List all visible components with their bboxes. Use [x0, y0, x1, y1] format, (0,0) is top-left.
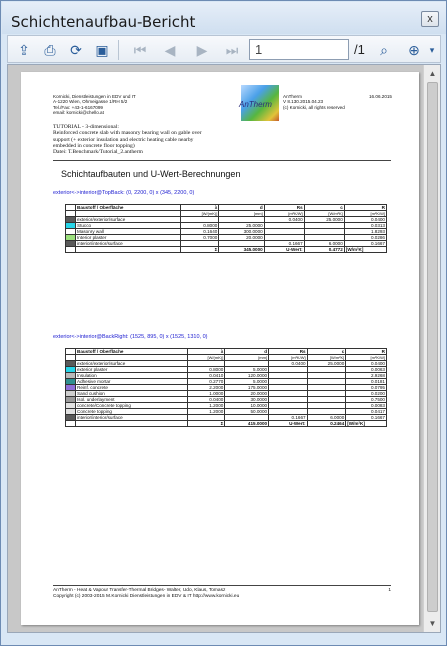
- column-header: c: [304, 205, 344, 211]
- u-value-unit: [W/m²K]: [346, 421, 387, 427]
- tutorial-line: Reinforced concrete slab with masonry bearing wall on gable over: [53, 130, 202, 137]
- tutorial-line: embedded in concrete floor topping): [53, 142, 135, 149]
- footer-line: Copyright (c) 2003-2015 M.Kornicki Dienstleistungen in EDV & IT http://www.kornicki.eu: [53, 594, 240, 599]
- refresh-icon[interactable]: ⟳: [70, 42, 82, 58]
- column-header: Baustoff / Oberfläche: [76, 205, 181, 211]
- lambda-value: 0.0410: [188, 373, 225, 379]
- column-header: R: [344, 205, 386, 211]
- column-header: d: [225, 349, 269, 355]
- thickness-value: 20.0000: [219, 235, 264, 241]
- first-page-icon[interactable]: ⏮: [133, 42, 147, 58]
- thickness-value: 5.0000: [225, 367, 269, 373]
- page-count-label: /1: [354, 42, 365, 57]
- material-name: Insulation: [76, 373, 188, 379]
- zoom-dropdown-icon[interactable]: ▾: [429, 45, 435, 55]
- print-icon[interactable]: ⎙: [44, 42, 56, 58]
- r-value: 0.7500: [346, 397, 387, 403]
- rs-value: 0.1667: [269, 415, 308, 421]
- r-value: 2.9268: [346, 373, 387, 379]
- column-header: Baustoff / Oberfläche: [76, 349, 188, 355]
- company-line: Kornicki, Dienstleistungen in EDV und IT: [53, 94, 136, 99]
- sigma-symbol: Σ: [180, 247, 218, 253]
- column-header: Rs: [264, 205, 304, 211]
- column-unit: [mm]: [219, 211, 264, 217]
- r-value: 0.1667: [344, 241, 386, 247]
- column-unit: [m²K/W]: [346, 355, 387, 361]
- layer-table: [65, 348, 387, 427]
- lambda-value: 0.1640: [180, 229, 218, 235]
- material-name: Stucco: [76, 223, 181, 229]
- material-name: Adhesive mortar: [76, 379, 188, 385]
- lambda-value: 2.2000: [188, 385, 225, 391]
- section-title: exterior<->interior@TopBack: (0, 2200, 0) x (345, 2200, 0): [53, 190, 195, 196]
- report-page: [21, 72, 419, 625]
- material-name: Reinf. concrete: [76, 385, 188, 391]
- material-name: concrete/Concrete topping: [76, 403, 188, 409]
- column-unit: [W/(mK)]: [188, 355, 225, 361]
- toolbar-separator: [118, 40, 119, 60]
- column-unit: [m²K/W]: [269, 355, 308, 361]
- toolbar: [7, 35, 441, 63]
- thickness-value: 120.0000: [225, 373, 269, 379]
- table-total-row: [66, 421, 387, 427]
- report-heading: Schichtaufbauten und U-Wert-Berechnungen: [61, 169, 241, 179]
- lambda-value: 0.0400: [188, 397, 225, 403]
- column-header: λ: [188, 349, 225, 355]
- material-name: exterior/exterior/surface: [76, 217, 181, 223]
- column-unit: [mm]: [225, 355, 269, 361]
- material-name: Isol. underlayment: [76, 397, 188, 403]
- window-title: Schichtenaufbau-Bericht: [11, 13, 196, 31]
- total-thickness: 345.0000: [219, 247, 264, 253]
- column-header: c: [307, 349, 346, 355]
- r-value: 0.0063: [346, 367, 387, 373]
- r-value: 0.0795: [346, 385, 387, 391]
- page-number: 1: [388, 588, 391, 593]
- c-value: 25.0000: [304, 217, 344, 223]
- rs-value: 0.0400: [269, 361, 308, 367]
- rs-value: 0.0400: [264, 217, 304, 223]
- material-name: interior/interior/surface: [76, 241, 181, 247]
- tutorial-line: TUTORIAL - 3-dimensional:: [53, 124, 119, 130]
- r-value: 1.8293: [344, 229, 386, 235]
- lambda-value: 1.0000: [188, 391, 225, 397]
- lambda-value: 0.8000: [188, 367, 225, 373]
- tutorial-line: Datei: T.Benchmark/Tutorial_2.antherm: [53, 149, 143, 156]
- divider: [53, 585, 391, 586]
- vertical-scrollbar[interactable]: [423, 65, 440, 632]
- thickness-value: 10.0000: [225, 403, 269, 409]
- next-page-icon[interactable]: ▶: [196, 42, 208, 58]
- table-total-row: [66, 247, 387, 253]
- page-number-input[interactable]: 1: [249, 39, 349, 60]
- thickness-value: 20.0000: [225, 391, 269, 397]
- product-line: V 8.130.2015.04.23: [283, 99, 324, 105]
- lambda-value: 0.8000: [180, 223, 218, 229]
- company-line: Tel./Fax: +43-1-6167099: [53, 104, 103, 110]
- scroll-down-icon[interactable]: ▼: [428, 619, 437, 628]
- u-value-label: U-Wert:: [269, 421, 308, 427]
- c-value: 6.0000: [307, 415, 346, 421]
- column-header: d: [219, 205, 264, 211]
- lambda-value: 1.2000: [188, 409, 225, 415]
- material-name: Masonry wall: [76, 229, 181, 235]
- export-icon[interactable]: ⇪: [18, 42, 30, 58]
- r-value: 0.0181: [346, 379, 387, 385]
- last-page-icon[interactable]: ⏭: [225, 42, 239, 58]
- r-value: 0.0083: [346, 403, 387, 409]
- column-unit: [W/m²K]: [307, 355, 346, 361]
- sigma-symbol: Σ: [188, 421, 225, 427]
- u-value-label: U-Wert:: [264, 247, 304, 253]
- color-swatch-empty: [66, 247, 76, 253]
- lambda-value: 0.2770: [188, 379, 225, 385]
- material-name: exterior/exterior/surface: [76, 361, 188, 367]
- material-name: exterior plaster: [76, 367, 188, 373]
- thickness-value: 50.0000: [225, 409, 269, 415]
- document-viewport[interactable]: [7, 64, 441, 633]
- column-header: λ: [180, 205, 218, 211]
- divider: [53, 160, 391, 161]
- logo-text: AnTherm: [239, 100, 272, 109]
- c-value: 25.0000: [307, 361, 346, 367]
- u-value-unit: [W/m²K]: [344, 247, 386, 253]
- report-date: 16.06.2015: [369, 94, 392, 99]
- scroll-thumb[interactable]: [427, 82, 438, 612]
- title-bar: [2, 2, 446, 34]
- thickness-value: 30.0000: [225, 397, 269, 403]
- save-icon[interactable]: ▣: [95, 42, 109, 58]
- company-address: [53, 94, 183, 116]
- total-thickness: 415.0000: [225, 421, 269, 427]
- column-header: Rs: [269, 349, 308, 355]
- u-value: 0.2464: [307, 421, 346, 427]
- total-spacer: [76, 247, 181, 253]
- total-spacer: [76, 421, 188, 427]
- thickness-value: 175.0000: [225, 385, 269, 391]
- material-name: Interior plaster: [76, 235, 181, 241]
- material-name: Sand cushion: [76, 391, 188, 397]
- find-icon[interactable]: ⌕: [380, 42, 388, 58]
- zoom-icon[interactable]: ⊕: [408, 42, 420, 58]
- r-value: 0.0286: [344, 235, 386, 241]
- thickness-value: 25.0000: [219, 223, 264, 229]
- color-swatch-empty: [66, 421, 76, 427]
- product-line: (c) Kornicki, all rights reserved: [283, 104, 345, 110]
- scroll-up-icon[interactable]: ▲: [428, 69, 437, 78]
- product-line: AnTherm: [283, 94, 302, 99]
- column-unit: [m²K/W]: [264, 211, 304, 217]
- c-value: 6.0000: [304, 241, 344, 247]
- previous-page-icon[interactable]: ◀: [164, 42, 176, 58]
- section-title: exterior<->interior@BackRight: (1525, 895, 0) x (1525, 1310, 0): [53, 334, 208, 340]
- r-value: 0.0400: [344, 217, 386, 223]
- thickness-value: 5.0000: [225, 379, 269, 385]
- page-footer: [53, 588, 391, 600]
- layer-table: [65, 204, 387, 253]
- thickness-value: 300.0000: [219, 229, 264, 235]
- product-info: [283, 94, 363, 110]
- column-header: R: [346, 349, 387, 355]
- r-value: 0.1667: [346, 415, 387, 421]
- lambda-value: 1.2000: [188, 403, 225, 409]
- column-unit: [W/(mK)]: [180, 211, 218, 217]
- company-line: email: kornicki@chello.at: [53, 110, 104, 116]
- company-line: A-1220 Wien, Ohmeigasse 1/RH 5/2: [53, 99, 128, 105]
- close-button[interactable]: x: [421, 11, 439, 27]
- column-unit: [m²K/W]: [344, 211, 386, 217]
- column-unit: [W/m²K]: [304, 211, 344, 217]
- material-name: interior/interior/surface: [76, 415, 188, 421]
- material-name: Concrete topping: [76, 409, 188, 415]
- tutorial-line: support (+ exterior insulation and electric heating cable nearby: [53, 136, 194, 143]
- u-value: 0.4772: [304, 247, 344, 253]
- r-value: 0.0313: [344, 223, 386, 229]
- r-value: 0.0417: [346, 409, 387, 415]
- footer-line: AnTherm - Heat & Vapour Transfer-Thermal Bridges- Walter, Udo, Klaus, Tomasz: [53, 588, 226, 593]
- rs-value: 0.1667: [264, 241, 304, 247]
- r-value: 0.0400: [346, 361, 387, 367]
- lambda-value: 0.7000: [180, 235, 218, 241]
- tutorial-description: [53, 124, 253, 155]
- r-value: 0.0200: [346, 391, 387, 397]
